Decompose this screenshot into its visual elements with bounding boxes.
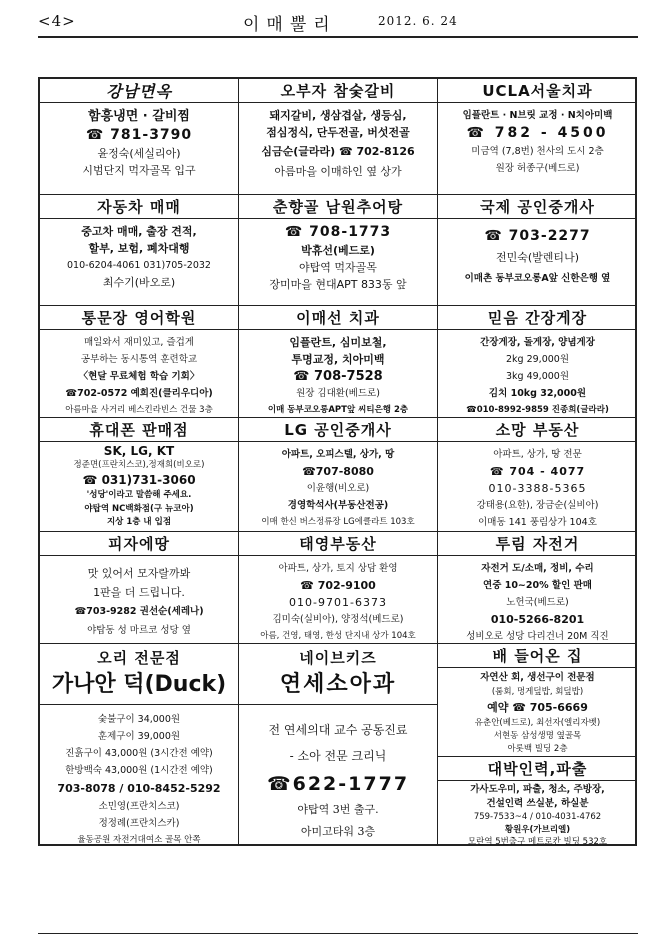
ad-line: 아름마을 사거리 베스킨라빈스 건물 3층	[65, 405, 213, 415]
ad-somang-realty	[438, 418, 637, 532]
ad-line: '성당'이라고 말씀해 주세요.	[86, 490, 192, 500]
ad-price: 김치 10kg 32,000원	[488, 388, 587, 399]
ad-line: 점심정식, 단두전골, 버섯전골	[266, 126, 410, 139]
ad-phone: ☎703-9282 권선순(세레나)	[74, 606, 204, 617]
ad-lg-realty	[239, 418, 438, 532]
ad-phone: ☎ 703-2277	[484, 228, 591, 244]
ad-line: 맛 있어서 모자랄까봐	[87, 567, 191, 580]
ad-phone: ☎ 702-9100	[300, 579, 376, 592]
ad-line: 가사도우미, 파출, 청소, 주방장,	[470, 784, 605, 795]
ad-line: 노헌국(베드로)	[506, 597, 569, 608]
ad-line: 원장 허종구(베드로)	[495, 163, 580, 174]
ad-phone: ☎ 708-1773	[284, 224, 392, 240]
advertisement-grid	[38, 77, 637, 846]
ad-line: 전 연세의대 교수 공동진료	[268, 723, 408, 737]
ad-line: 율동공원 자전거대여소 골목 안쪽	[77, 835, 201, 845]
header-rule	[38, 36, 638, 38]
ad-bae-deureoon-jip	[438, 644, 637, 757]
ad-title: 오리 전문점	[97, 648, 181, 667]
ad-phone: 703-8078 / 010-8452-5292	[57, 782, 221, 795]
ad-ucla-dental	[438, 79, 637, 195]
ad-line: 아미고타워 3층	[300, 825, 376, 838]
ad-line: 간장게장, 돌게장, 양념게장	[480, 337, 595, 348]
ad-line: 장미마을 현대APT 833동 앞	[269, 278, 407, 291]
ad-line: 아롯백 빌딩 2층	[507, 744, 568, 754]
ad-gangnam-myeonok	[40, 79, 239, 195]
ad-title: 네이브키즈	[299, 648, 377, 667]
ad-phone: ☎010-8992-9859 진종희(글라라)	[466, 405, 609, 415]
ad-line: 야탑역 NC백화점(구 뉴코아)	[84, 504, 194, 514]
ad-taeyoung-realty	[239, 532, 438, 644]
ad-title: LG 공인중개사	[239, 418, 437, 442]
ad-line: 유춘안(베드로), 최선자(엘리자벳)	[474, 718, 601, 728]
ad-phone: 010-6204-4061 031)705-2032	[67, 260, 211, 271]
ad-line: 1판을 더 드립니다.	[93, 586, 185, 599]
ad-phone: 010-3388-5365	[488, 482, 587, 495]
ad-phone: ☎ 704 - 4077	[489, 465, 586, 478]
ad-phone-shop	[40, 418, 239, 532]
ad-title: 자동차 매매	[40, 195, 238, 219]
ad-phone: ☎ 031)731-3060	[82, 473, 196, 487]
newsletter-title: 이매뿔리	[243, 15, 337, 35]
ad-title: 휴대폰 판매점	[40, 418, 238, 442]
ad-line: 야탑역 먹자골목	[299, 261, 377, 274]
ad-title: 배 들어온 집	[438, 644, 637, 668]
ad-line: 이윤행(비오로)	[306, 483, 370, 494]
ad-line: 아파트, 오피스텔, 상가, 땅	[281, 449, 395, 460]
ad-price: 진흙구이 43,000원 (3시간전 예약)	[65, 748, 213, 759]
ad-line: 정정례(프란치스카)	[98, 818, 180, 829]
page-number: <4>	[38, 12, 76, 30]
ad-line: 돼지갈비, 생삼겹살, 생등심,	[269, 109, 407, 122]
ad-phone: 예약 ☎ 705-6669	[487, 701, 588, 714]
ad-line: 김미숙(실비아), 양정석(베드로)	[272, 614, 404, 625]
ad-line: 공부하는 동시통역 훈련학교	[80, 354, 198, 365]
ad-line: 아파트, 상가, 토지 상담 환영	[278, 563, 398, 574]
footer-rule	[38, 933, 638, 934]
ad-title: 이매선 치과	[239, 306, 437, 330]
ad-line: 할부, 보험, 폐차대행	[88, 242, 190, 255]
ad-title: 소망 부동산	[438, 418, 637, 442]
ad-phone: ☎ 782 - 4500	[466, 125, 609, 141]
ad-brand: 가나안 덕(Duck)	[40, 670, 238, 705]
ad-line: 건설인력 쓰실분, 하실분	[486, 798, 589, 809]
ad-line: 전민숙(발렌티나)	[496, 251, 579, 264]
ad-line: 소민영(프란치스코)	[98, 801, 180, 812]
ad-line: 아파트, 상가, 땅 전문	[493, 449, 582, 460]
ad-line: 연중 10~20% 할인 판매	[483, 580, 592, 591]
ad-title: 오부자 참숯갈비	[239, 79, 437, 103]
ad-title: 강남면옥	[40, 79, 238, 103]
ad-obuja-galbi	[239, 79, 438, 195]
ad-line: 함흥냉면 · 갈비찜	[88, 109, 190, 124]
ad-line: 지상 1층 내 입점	[106, 517, 172, 527]
ad-phone: ☎707-8080	[302, 465, 374, 478]
ad-line: 윤정숙(세실리아)	[97, 147, 181, 160]
ad-line: 이매 한신 버스정류장 LG에클라트 103호	[261, 517, 415, 527]
ad-line: 성비오로 성당 다리건너 20M 직진	[466, 631, 609, 642]
ad-gukje-realty	[438, 195, 637, 306]
ad-line: 이매촌 동부코오롱A앞 신한은행 옆	[464, 273, 611, 284]
ad-line: 미금역 (7,8번) 천사의 도시 2층	[471, 146, 604, 157]
ad-line: 모란역 5번출구 메트로칸 빌딩 532호	[467, 837, 608, 846]
ad-phone: 759-7533~4 / 010-4031-4762	[473, 812, 602, 822]
ad-line: 황원우(가브리엘)	[504, 825, 571, 835]
ad-line: 아름마을 이매하인 옆 상가	[274, 165, 402, 178]
ad-daebak-staffing	[438, 757, 637, 846]
ad-title: 투림 자전거	[438, 532, 637, 556]
ad-line: 강태용(요한), 장금순(실비아)	[476, 500, 599, 511]
page-header	[38, 6, 638, 36]
issue-date: 2012. 6. 24	[378, 14, 458, 28]
ad-line: 자연산 회, 생선구이 전문점	[480, 672, 595, 683]
ad-title: 믿음 간장게장	[438, 306, 637, 330]
ad-price: 훈제구이 39,000원	[97, 731, 181, 742]
ad-line: 이매동 141 풍림상가 104호	[478, 517, 597, 528]
ad-line: 정준면(프란치스코),정재희(비오로)	[73, 460, 205, 470]
ad-line: 중고차 매매, 출장 견적,	[81, 225, 197, 238]
ad-car-sales	[40, 195, 239, 306]
ad-line: 임플란트 · N브릿 교정 · N치아미백	[462, 110, 613, 121]
ad-line: 박휴선(베드로)	[301, 244, 375, 257]
ad-title: 태영부동산	[239, 532, 437, 556]
ad-toorim-bicycle	[438, 532, 637, 644]
ad-title: 춘향골 남원추어탕	[239, 195, 437, 219]
ad-line: - 소아 전문 크리닉	[289, 749, 387, 763]
ad-line: (룸회, 멍게덮밥, 회덮밥)	[491, 687, 584, 697]
ad-yonsei-pediatrics	[239, 644, 438, 846]
ad-mideum-ganjang-gejang	[438, 306, 637, 418]
ad-line: 자전거 도/소매, 정비, 수리	[481, 563, 594, 574]
ad-line: 아름, 건영, 태영, 한성 단지내 상가 104호	[260, 631, 416, 641]
ad-price: 3kg 49,000원	[505, 371, 569, 382]
ad-phone: 010-5266-8201	[490, 613, 585, 626]
ad-phone: ☎ 781-3790	[85, 127, 193, 143]
ad-line: 투명교정, 치아미백	[291, 353, 385, 366]
ad-pizza-etang	[40, 532, 239, 644]
ad-line: 경영학석사(부동산전공)	[287, 500, 389, 511]
ad-chunhyang-chueotang	[239, 195, 438, 306]
ad-line: 야탑역 3번 출구.	[297, 803, 379, 816]
ad-title: 통문장 영어학원	[40, 306, 238, 330]
ad-phone: 010-9701-6373	[289, 596, 387, 609]
ad-line: 시범단지 먹자골목 입구	[82, 164, 196, 177]
ad-phone: ☎702-0572 예희진(클리우디아)	[65, 388, 213, 399]
ad-phone: ☎ 708-7528	[293, 369, 383, 384]
ad-line: 〈현달 무료체험 학습 기회〉	[78, 371, 200, 382]
ad-phone: 심금순(글라라) ☎ 702-8126	[261, 145, 415, 158]
ad-line: 원장 김대환(베드로)	[296, 388, 380, 399]
ad-price: 2kg 29,000원	[505, 354, 569, 365]
ad-line: 매일와서 재미있고, 즐겁게	[83, 337, 194, 348]
ad-imaesun-dental	[239, 306, 438, 418]
ad-price: 숯불구이 34,000원	[97, 714, 181, 725]
ad-price: 한방백숙 43,000원 (1시간전 예약)	[65, 765, 213, 776]
ad-title: 국제 공인중개사	[438, 195, 637, 219]
ad-line: 야탑동 성 마르코 성당 옆	[87, 625, 191, 636]
ad-line: 이매 동부코오롱APT앞 씨티은행 2층	[267, 405, 409, 415]
ad-line: 서현동 삼성생명 옆골목	[493, 731, 582, 741]
ad-title: 피자에땅	[40, 532, 238, 556]
ad-brand: 연세소아과	[239, 670, 437, 705]
ad-phone: ☎622-1777	[266, 773, 410, 795]
ad-title: UCLA서울치과	[438, 79, 637, 103]
ad-line: SK, LG, KT	[103, 444, 175, 458]
ad-line: 최수기(바오로)	[102, 276, 176, 289]
ad-line: 임플란트, 심미보철,	[289, 336, 387, 349]
ad-title: 대박인력,파출	[438, 757, 637, 781]
ad-canaan-duck	[40, 644, 239, 846]
ad-tongmunjang-english	[40, 306, 239, 418]
